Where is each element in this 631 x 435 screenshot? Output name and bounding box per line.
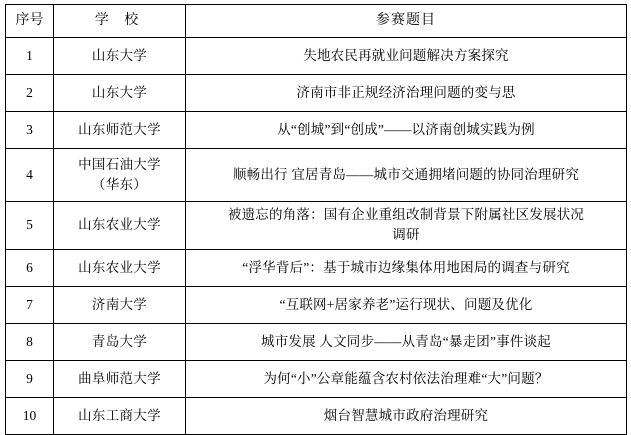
table-row [6, 75, 627, 112]
column-header-school: 学 校 [54, 5, 186, 38]
table-row [6, 112, 627, 149]
cell-school: 山东大学 [54, 38, 186, 75]
cell-index: 4 [6, 149, 54, 202]
column-header-index: 序号 [6, 5, 54, 38]
table-row [6, 149, 627, 202]
cell-title-line2: 调研 [392, 227, 420, 243]
cell-title: 济南市非正规经济治理问题的变与思 [186, 75, 627, 112]
cell-index: 6 [6, 249, 54, 286]
cell-school: 济南大学 [54, 286, 186, 323]
competition-entries-table [5, 4, 627, 435]
cell-index: 2 [6, 75, 54, 112]
cell-school: 山东工商大学 [54, 397, 186, 434]
cell-school: 青岛大学 [54, 323, 186, 360]
table-header-row [6, 5, 627, 38]
cell-title: “浮华背后”：基于城市边缘集体用地困局的调查与研究 [186, 249, 627, 286]
table-row [6, 397, 627, 434]
cell-school: 山东大学 [54, 75, 186, 112]
cell-school [54, 149, 186, 202]
cell-school-line2: （华东） [91, 177, 148, 192]
cell-index: 7 [6, 286, 54, 323]
cell-school: 曲阜师范大学 [54, 360, 186, 397]
cell-title: 烟台智慧城市政府治理研究 [186, 397, 627, 434]
cell-school-line1: 中国石油大学 [78, 156, 161, 172]
cell-school: 山东农业大学 [54, 202, 186, 250]
cell-index: 10 [6, 397, 54, 434]
table-row [6, 323, 627, 360]
table-row [6, 202, 627, 250]
cell-title-line1: 被遗忘的角落：国有企业重组改制背景下附属社区发展状况 [227, 207, 585, 222]
cell-title: 城市发展 人文同步——从青岛“暴走团”事件谈起 [186, 323, 627, 360]
cell-index: 9 [6, 360, 54, 397]
cell-title: 为何“小”公章能蕴含农村依法治理难“大”问题？ [186, 360, 627, 397]
cell-school: 山东师范大学 [54, 112, 186, 149]
table-row [6, 360, 627, 397]
cell-index: 3 [6, 112, 54, 149]
table-row [6, 249, 627, 286]
cell-index: 8 [6, 323, 54, 360]
cell-index: 1 [6, 38, 54, 75]
cell-title: “互联网+居家养老”运行现状、问题及优化 [186, 286, 627, 323]
cell-title [186, 202, 627, 250]
table-row [6, 286, 627, 323]
cell-title: 失地农民再就业问题解决方案探究 [186, 38, 627, 75]
cell-title: 从“创城”到“创成”——以济南创城实践为例 [186, 112, 627, 149]
cell-school: 山东农业大学 [54, 249, 186, 286]
cell-title: 顺畅出行 宜居青岛——城市交通拥堵问题的协同治理研究 [186, 149, 627, 202]
cell-index: 5 [6, 202, 54, 250]
column-header-title: 参赛题目 [186, 5, 627, 38]
table-row [6, 38, 627, 75]
